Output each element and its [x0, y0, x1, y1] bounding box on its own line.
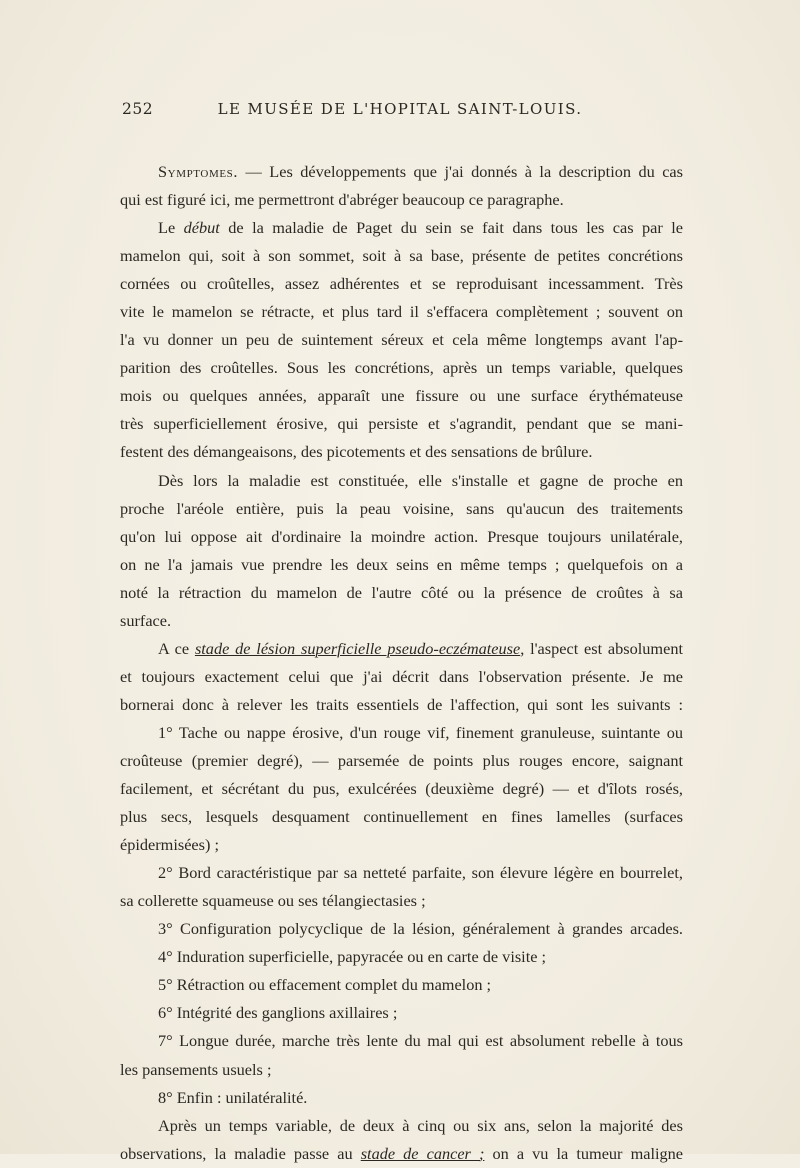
text-line: cornées ou croûtelles, assez adhérentes et se reproduisant incessamment. Très: [120, 274, 683, 294]
page-number: 252: [122, 100, 154, 118]
text-line: mois ou quelques années, apparaît une fissure ou une surface érythémateuse: [120, 386, 683, 406]
list-item-line: facilement, et sécrétant du pus, exulcérées (deuxième degré) — et d'îlots rosés,: [120, 779, 683, 799]
text-line: Dès lors la maladie est constituée, elle s'installe et gagne de proche en: [158, 470, 683, 490]
text-line: vite le mamelon se rétracte, et plus tard il s'effacera complètement ; souvent on: [120, 302, 683, 322]
text-line: bornerai donc à relever les traits essentiels de l'affection, qui sont les suivants :: [120, 694, 683, 714]
body-text: [120, 158, 683, 1168]
list-item-line: 8° Enfin : unilatéralité.: [158, 1087, 308, 1107]
list-item-line: sa collerette squameuse ou ses télangiectasies ;: [120, 891, 426, 911]
list-item-line: 7° Longue durée, marche très lente du mal qui est absolument rebelle à tous: [158, 1031, 683, 1051]
text-line: observations, la maladie passe au stade de cancer ; on a vu la tumeur maligne: [120, 1143, 684, 1163]
text-line: Symptomes. — Les développements que j'ai donnés à la description du cas: [158, 162, 683, 181]
text-line: A ce stade de lésion superficielle pseudo-eczémateuse, l'aspect est absolument: [158, 638, 683, 658]
emphasis: stade de lésion superficielle pseudo-eczémateuse: [194, 638, 521, 658]
list-item-line: épidermisées) ;: [120, 835, 220, 855]
text-line: proche l'aréole entière, puis la peau voisine, sans qu'aucun des traitements: [120, 498, 683, 518]
list-item-line: croûteuse (premier degré), — parsemée de points plus rouges encore, saignant: [120, 750, 683, 770]
text-line: Le début de la maladie de Paget du sein se fait dans tous les cas par le: [158, 218, 684, 238]
list-item-line: 3° Configuration polycyclique de la lésion, généralement à grandes arcades.: [158, 919, 683, 939]
list-item-line: plus secs, lesquels desquament continuellement en fines lamelles (surfaces: [120, 807, 683, 827]
list-item-line: les pansements usuels ;: [120, 1059, 272, 1079]
list-item-line: 6° Intégrité des ganglions axillaires ;: [158, 1003, 398, 1023]
section-label: Symptomes.: [158, 162, 239, 181]
list-item-line: 2° Bord caractéristique par sa netteté parfaite, son élevure légère en bourrelet,: [158, 863, 683, 883]
text-line: très superficiellement érosive, qui persiste et s'agrandit, pendant que se mani-: [120, 414, 683, 434]
text-line: mamelon qui, soit à son sommet, soit à sa base, présente de petites concrétions: [120, 246, 683, 266]
text-line: Après un temps variable, de deux à cinq ou six ans, selon la majorité des: [158, 1115, 683, 1135]
running-title: LE MUSÉE DE L'HOPITAL SAINT-LOUIS.: [217, 100, 583, 118]
page-header: [122, 100, 678, 122]
text-line: parition des croûtelles. Sous les concrétions, après un temps variable, quelques: [120, 358, 683, 378]
emphasis: début: [183, 218, 220, 238]
text-line: surface.: [120, 610, 172, 630]
text-line: qu'on lui oppose ait d'ordinaire la moindre action. Presque toujours unilatérale,: [120, 526, 683, 546]
list-item-line: 5° Rétraction ou effacement complet du mamelon ;: [158, 975, 492, 995]
text-line: et toujours exactement celui que j'ai décrit dans l'observation présente. Je me: [120, 666, 683, 686]
emphasis: stade de cancer ;: [360, 1143, 485, 1163]
text-line: noté la rétraction du mamelon de l'autre côté ou la présence de croûtes à sa: [120, 582, 683, 602]
text-line: l'a vu donner un peu de suintement séreux et cela même longtemps avant l'ap-: [120, 330, 683, 350]
list-item-line: 4° Induration superficielle, papyracée ou en carte de visite ;: [158, 947, 547, 967]
text-line: festent des démangeaisons, des picotements et des sensations de brûlure.: [120, 442, 593, 462]
text-line: on ne l'a jamais vue prendre les deux seins en même temps ; quelquefois on a: [120, 554, 683, 574]
list-item-line: 1° Tache ou nappe érosive, d'un rouge vif, finement granuleuse, suintante ou: [158, 722, 683, 742]
text-line: qui est figuré ici, me permettront d'abréger beaucoup ce paragraphe.: [120, 190, 564, 210]
